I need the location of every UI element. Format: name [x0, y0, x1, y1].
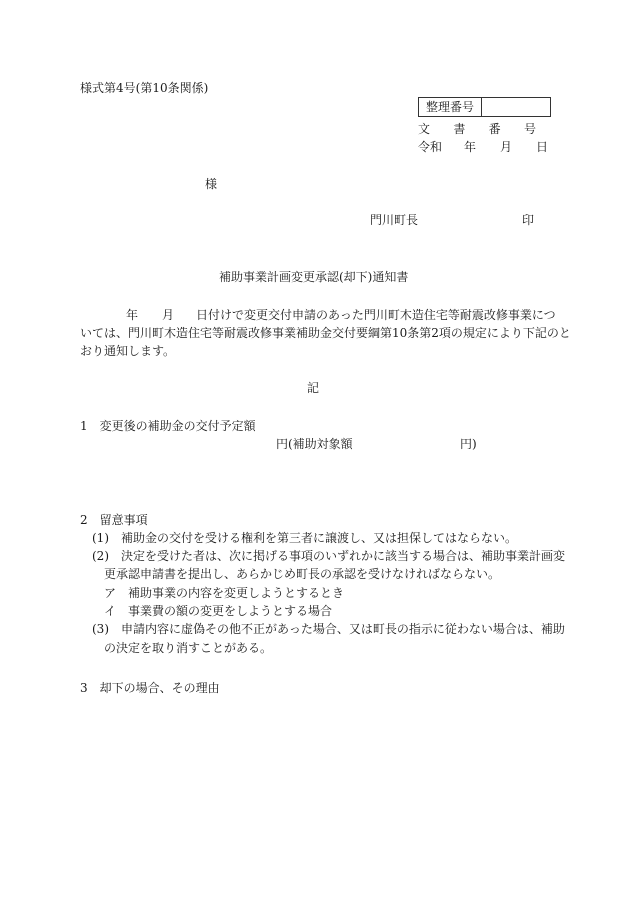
- doc-number-char-3: 番: [488, 122, 501, 136]
- document-number-line: [418, 121, 536, 137]
- section-1-heading: 1 変更後の補助金の交付予定額: [80, 419, 256, 433]
- section-2-item-2-a: ア 補助事業の内容を変更しようとするとき: [104, 586, 345, 600]
- date-line: [418, 139, 548, 155]
- intro-line-3: おり通知します。: [80, 344, 176, 358]
- section-2-item-3-line-2: の決定を取り消すことがある。: [104, 641, 273, 655]
- doc-number-char-1: 文: [418, 122, 431, 136]
- section-2-item-1: (1) 補助金の交付を受ける権利を第三者に譲渡し、又は担保してはならない。: [92, 531, 518, 545]
- reference-number-label: 整理番号: [419, 98, 482, 116]
- date-year: 年: [464, 140, 477, 154]
- section-2-item-2-line-2: 更承認申請書を提出し、あらかじめ町長の承認を受けなければならない。: [104, 567, 501, 581]
- intro-line-1: [126, 307, 558, 323]
- date-month: 月: [500, 140, 513, 154]
- section-2-item-3-line-1: (3) 申請内容に虚偽その他不正があった場合、又は町長の指示に従わない場合は、補助: [92, 622, 565, 636]
- intro-year: 年: [126, 308, 139, 322]
- reference-number-value: [482, 98, 550, 116]
- reference-number-table: [418, 97, 551, 117]
- section-1-amount: 円(補助対象額: [276, 437, 353, 451]
- recipient-suffix: 様: [205, 177, 218, 191]
- intro-line-2: いては、門川町木造住宅等耐震改修事業補助金交付要綱第10条第2項の規定により下記のと: [80, 326, 571, 340]
- section-1-amount-close: 円): [460, 437, 477, 451]
- ki-heading: 記: [307, 381, 320, 395]
- issuer-name: 門川町長: [370, 213, 419, 227]
- intro-line-1-rest: 日付けで変更交付申請のあった門川町木造住宅等耐震改修事業につ: [196, 308, 556, 322]
- doc-number-char-2: 書: [453, 122, 466, 136]
- intro-month: 月: [162, 308, 175, 322]
- section-2-item-2-line-1: (2) 決定を受けた者は、次に掲げる事項のいずれかに該当する場合は、補助事業計画変: [92, 549, 566, 563]
- section-3-heading: 3 却下の場合、その理由: [80, 681, 220, 695]
- date-era: 令和: [418, 140, 443, 154]
- section-2-item-2-i: イ 事業費の額の変更をしようとする場合: [104, 604, 333, 618]
- section-2-heading: 2 留意事項: [80, 513, 148, 527]
- date-day: 日: [536, 140, 549, 154]
- doc-number-char-4: 号: [523, 122, 536, 136]
- form-label: 様式第4号(第10条関係): [80, 81, 209, 95]
- document-title: 補助事業計画変更承認(却下)通知書: [219, 270, 409, 284]
- seal-mark: 印: [522, 213, 535, 227]
